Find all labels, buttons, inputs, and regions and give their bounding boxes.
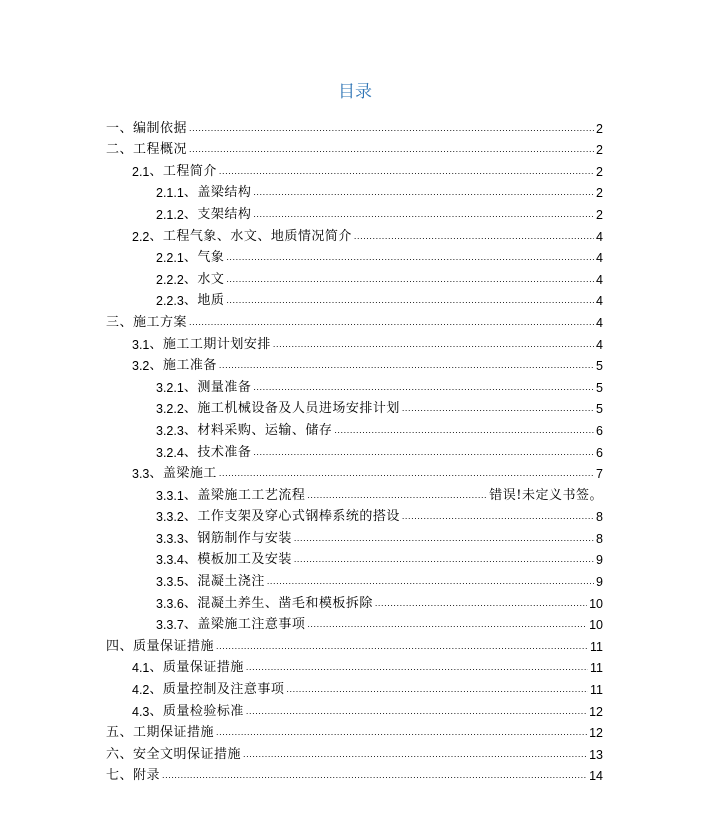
toc-entry-page: 4 <box>596 294 603 309</box>
toc-entry-text: 、盖梁施工注意事项 <box>183 617 306 633</box>
toc-entry-text: 五、工期保证措施 <box>106 725 215 741</box>
toc-entry-number: 2.2.3 <box>156 294 184 309</box>
toc-entry-number: 3.2.2 <box>156 402 184 417</box>
toc-leader-dots <box>216 724 587 740</box>
toc-title <box>0 80 710 104</box>
toc-entry-text: 、质量检验标准 <box>149 703 244 719</box>
toc-entry-number: 2.2.2 <box>156 272 184 287</box>
toc-leader-dots <box>253 379 594 395</box>
toc-entry-number: 2.1 <box>132 164 150 179</box>
toc-entry-number: 4.2 <box>132 683 150 698</box>
toc-entry-number: 3.3 <box>132 467 150 482</box>
toc-entry-number: 3.2.3 <box>156 423 184 438</box>
toc-leader-dots <box>219 357 594 373</box>
toc-entry-number: 3.3.1 <box>156 488 184 503</box>
toc-entry-page: 8 <box>596 510 603 525</box>
toc-leader-dots <box>267 573 594 589</box>
toc-entry-text: 七、附录 <box>106 768 161 784</box>
toc-leader-dots <box>246 659 588 675</box>
toc-entry-text: 、模板加工及安装 <box>183 552 292 568</box>
toc-entry[interactable] <box>0 612 710 634</box>
toc-entry-page: 9 <box>596 553 603 568</box>
toc-entry[interactable] <box>0 396 710 418</box>
toc-entry[interactable] <box>0 633 710 655</box>
toc-entry-page: 6 <box>596 445 603 460</box>
toc-entry-page: 4 <box>596 229 603 244</box>
toc-entry-page: 2 <box>596 186 603 201</box>
toc-entry-page: 8 <box>596 531 603 546</box>
toc-entry-page: 4 <box>596 272 603 287</box>
toc-entry-number: 3.3.4 <box>156 553 184 568</box>
toc-entry[interactable] <box>0 504 710 526</box>
toc-entry-text: 、水文 <box>183 271 225 287</box>
toc-entry-page: 10 <box>589 596 603 611</box>
toc-leader-dots <box>402 508 594 524</box>
toc-leader-dots <box>189 141 594 157</box>
toc-entry[interactable] <box>0 439 710 461</box>
toc-entry-page: 10 <box>589 618 603 633</box>
toc-entry[interactable] <box>0 374 710 396</box>
toc-entry[interactable] <box>0 655 710 677</box>
toc-entry-number: 4.1 <box>132 661 150 676</box>
toc-entry-text: 一、编制依据 <box>106 120 188 136</box>
toc-entry-text: 、施工工期计划安排 <box>149 336 271 352</box>
toc-entry[interactable] <box>0 137 710 159</box>
toc-entry[interactable] <box>0 676 710 698</box>
toc-entry-page: 13 <box>589 747 603 762</box>
toc-entry[interactable] <box>0 547 710 569</box>
toc-entry-page: 4 <box>596 315 603 330</box>
toc-entry-text: 、测量准备 <box>183 379 252 395</box>
toc-entry-number: 3.2 <box>132 359 150 374</box>
toc-entry[interactable] <box>0 698 710 720</box>
toc-leader-dots <box>189 120 594 136</box>
toc-entry[interactable] <box>0 201 710 223</box>
toc-entry-text: 、工作支架及穿心式钢棒系统的搭设 <box>183 509 400 525</box>
toc-entry[interactable] <box>0 568 710 590</box>
toc-entry[interactable] <box>0 525 710 547</box>
toc-entry-text: 、气象 <box>183 250 225 266</box>
toc-entry-page: 4 <box>596 251 603 266</box>
toc-list <box>0 115 710 784</box>
toc-entry-number: 2.1.2 <box>156 207 184 222</box>
toc-entry-page: 5 <box>596 380 603 395</box>
toc-entry[interactable] <box>0 720 710 742</box>
toc-entry-page: 2 <box>596 164 603 179</box>
toc-entry[interactable] <box>0 223 710 245</box>
toc-leader-dots <box>216 638 588 654</box>
toc-leader-dots <box>243 746 587 762</box>
toc-entry-page: 12 <box>589 726 603 741</box>
toc-entry-text: 、施工准备 <box>149 358 217 374</box>
toc-entry[interactable] <box>0 266 710 288</box>
toc-entry[interactable] <box>0 331 710 353</box>
toc-entry-text: 、盖梁施工工艺流程 <box>183 487 306 503</box>
toc-leader-dots <box>189 314 594 330</box>
toc-leader-dots <box>286 681 588 697</box>
toc-entry-text: 、混凝土养生、凿毛和模板拆除 <box>183 595 373 611</box>
toc-entry-text: 四、质量保证措施 <box>106 638 215 654</box>
toc-leader-dots <box>246 703 587 719</box>
toc-leader-dots <box>226 249 594 265</box>
toc-entry-number: 3.3.6 <box>156 596 184 611</box>
toc-entry-text: 、施工机械设备及人员进场安排计划 <box>183 401 400 417</box>
toc-entry-text: 、钢筋制作与安装 <box>183 530 292 546</box>
toc-entry-text: 、盖梁结构 <box>183 185 252 201</box>
toc-entry-text: 、工程简介 <box>149 163 217 179</box>
toc-entry-number: 3.2.1 <box>156 380 184 395</box>
toc-leader-dots <box>226 292 594 308</box>
toc-entry[interactable] <box>0 482 710 504</box>
toc-entry-text: 三、施工方案 <box>106 314 188 330</box>
toc-leader-dots <box>253 184 594 200</box>
toc-leader-dots <box>219 465 594 481</box>
toc-entry-error: 错误!未定义书签。 <box>489 487 603 503</box>
toc-entry-page: 7 <box>596 467 603 482</box>
toc-entry-text: 、盖梁施工 <box>149 466 217 482</box>
toc-entry[interactable] <box>0 158 710 180</box>
toc-entry[interactable] <box>0 115 710 137</box>
toc-entry[interactable] <box>0 245 710 267</box>
toc-entry-number: 4.3 <box>132 704 150 719</box>
toc-leader-dots <box>307 487 487 503</box>
toc-entry-text: 、质量保证措施 <box>149 660 244 676</box>
toc-leader-dots <box>162 767 587 783</box>
toc-entry-page: 5 <box>596 359 603 374</box>
toc-entry[interactable] <box>0 763 710 785</box>
toc-title-text: 目录 <box>338 82 372 102</box>
toc-entry-page: 2 <box>596 121 603 136</box>
toc-leader-dots <box>307 616 587 632</box>
toc-entry-page: 11 <box>590 661 603 676</box>
toc-entry-number: 3.1 <box>132 337 150 352</box>
toc-leader-dots <box>402 400 594 416</box>
toc-leader-dots <box>253 206 594 222</box>
toc-entry-text: 、支架结构 <box>183 206 252 222</box>
toc-entry-number: 2.2.1 <box>156 251 184 266</box>
toc-entry-number: 3.3.7 <box>156 618 184 633</box>
toc-entry-page: 11 <box>590 639 603 654</box>
toc-leader-dots <box>354 228 594 244</box>
toc-leader-dots <box>294 551 594 567</box>
toc-entry-text: 、质量控制及注意事项 <box>149 682 285 698</box>
toc-leader-dots <box>375 595 587 611</box>
toc-entry[interactable] <box>0 417 710 439</box>
toc-entry-number: 3.3.3 <box>156 531 184 546</box>
toc-entry-page: 2 <box>596 207 603 222</box>
toc-entry-text: 、技术准备 <box>183 444 252 460</box>
toc-entry[interactable] <box>0 309 710 331</box>
toc-entry-page: 14 <box>589 769 603 784</box>
toc-leader-dots <box>334 422 594 438</box>
toc-entry-text: 、地质 <box>183 293 225 309</box>
toc-entry-number: 3.3.2 <box>156 510 184 525</box>
toc-entry[interactable] <box>0 741 710 763</box>
toc-entry-page: 11 <box>590 683 603 698</box>
toc-entry-page: 6 <box>596 423 603 438</box>
toc-entry-number: 2.1.1 <box>156 186 184 201</box>
toc-entry[interactable] <box>0 353 710 375</box>
toc-leader-dots <box>273 336 594 352</box>
toc-entry-page: 12 <box>589 704 603 719</box>
toc-entry-number: 3.2.4 <box>156 445 184 460</box>
toc-entry[interactable] <box>0 180 710 202</box>
toc-leader-dots <box>294 530 594 546</box>
toc-leader-dots <box>253 444 594 460</box>
toc-entry-page: 9 <box>596 575 603 590</box>
toc-entry-number: 2.2 <box>132 229 150 244</box>
toc-entry-text: 二、工程概况 <box>106 142 188 158</box>
toc-entry-text: 、混凝土浇注 <box>183 574 265 590</box>
toc-entry[interactable] <box>0 461 710 483</box>
toc-entry-page: 2 <box>596 143 603 158</box>
toc-entry[interactable] <box>0 590 710 612</box>
toc-entry[interactable] <box>0 288 710 310</box>
toc-leader-dots <box>219 163 594 179</box>
toc-entry-number: 3.3.5 <box>156 575 184 590</box>
toc-entry-text: 六、安全文明保证措施 <box>106 746 242 762</box>
toc-entry-text: 、工程气象、水文、地质情况简介 <box>149 228 352 244</box>
toc-leader-dots <box>226 271 594 287</box>
toc-entry-page: 4 <box>596 337 603 352</box>
toc-entry-text: 、材料采购、运输、储存 <box>183 422 333 438</box>
toc-entry-page: 5 <box>596 402 603 417</box>
